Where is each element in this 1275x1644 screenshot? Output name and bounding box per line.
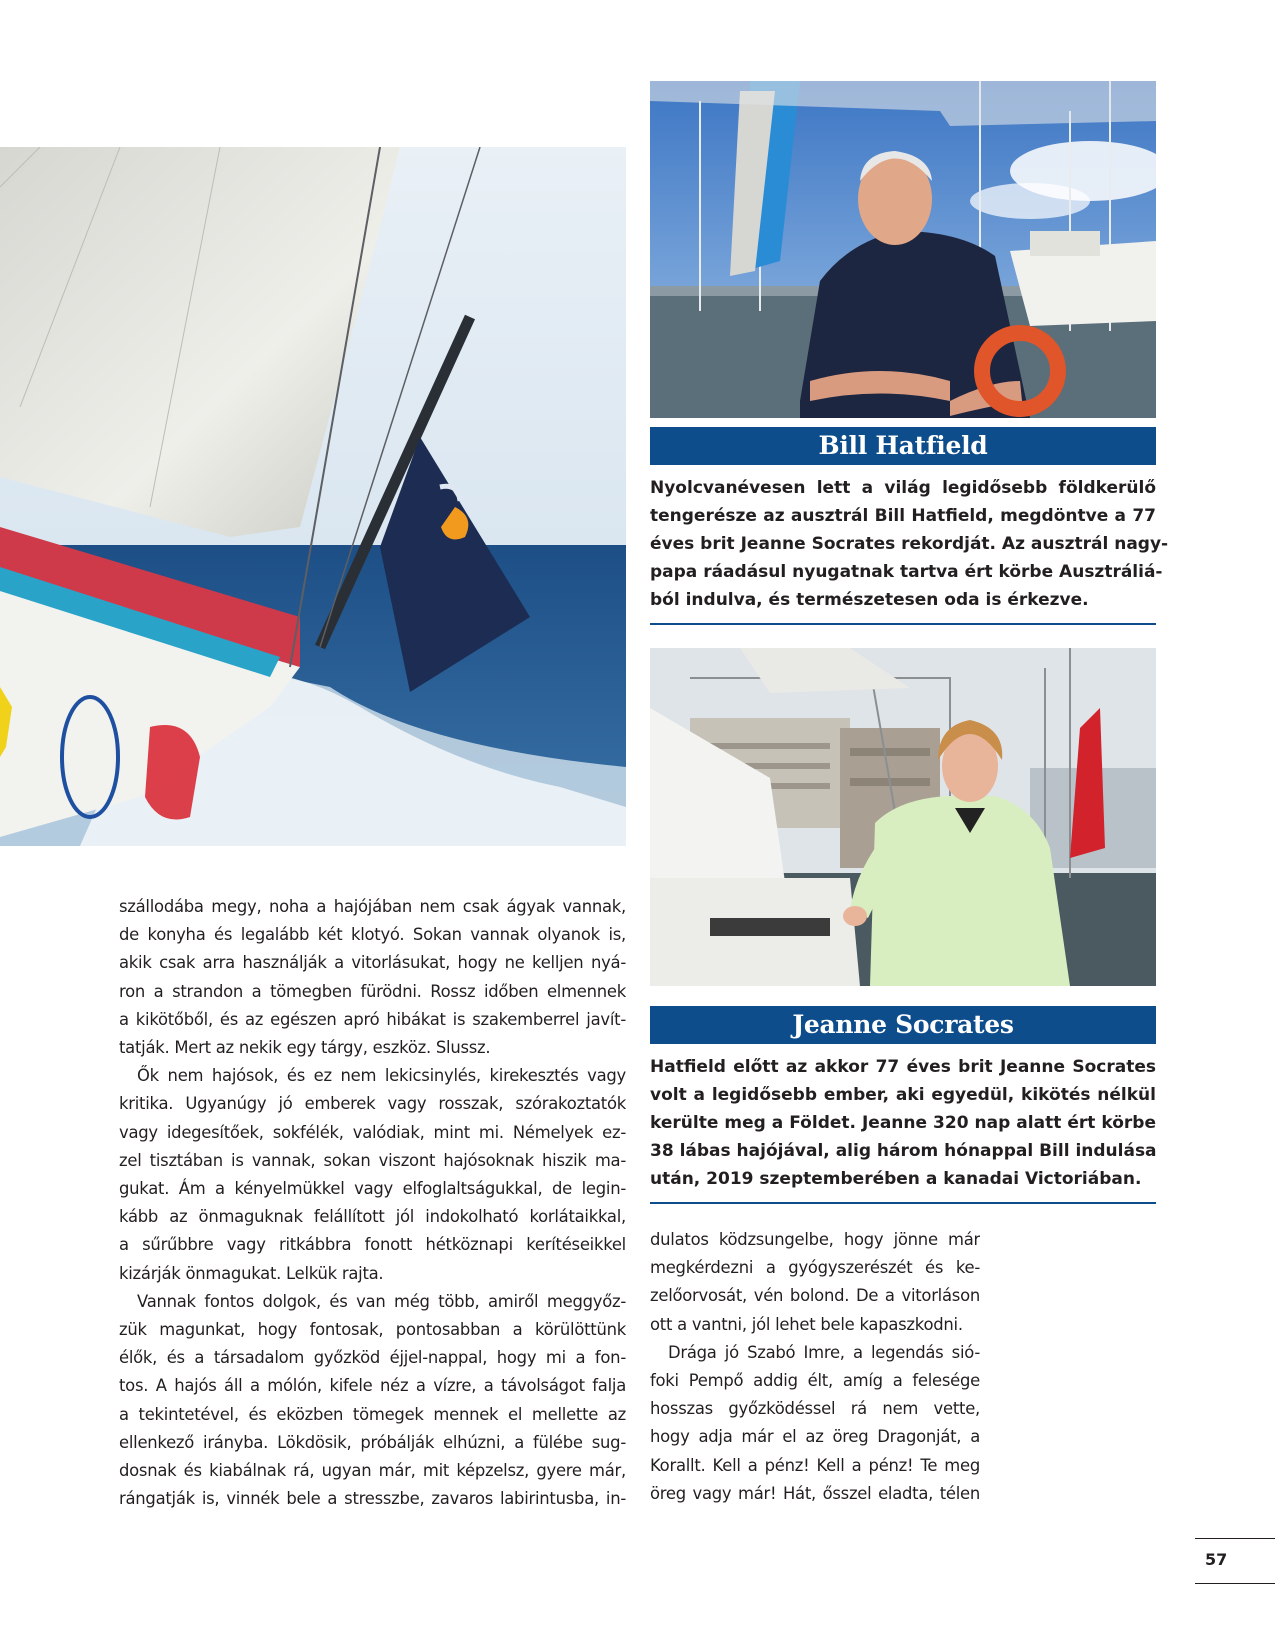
page-number: 57	[1205, 1550, 1228, 1569]
caption-line: Nyolcvanévesen lett a világ legidősebb földkerülő	[650, 478, 1156, 498]
caption-line: Hatfield előtt az akkor 77 éves brit Jeanne Socrates	[650, 1057, 1156, 1077]
caption-line: ból indulva, és természetesen oda is érkezve.	[650, 590, 1089, 610]
body-line: kizárják önmagukat. Lelkük rajta.	[119, 1263, 384, 1283]
caption-line: papa ráadásul nyugatnak tartva ért körbe Ausztráliá-	[650, 562, 1163, 582]
body-line: kább az önmaguknak felállított jól indokolható korlátaikkal,	[119, 1207, 626, 1227]
body-line: ott a vantni, jól lehet bele kapaszkodni.	[650, 1314, 963, 1334]
article-right-column	[650, 1226, 980, 1508]
body-line: foki Pempő addig élt, amíg a felesége	[650, 1371, 980, 1391]
caption-line: 38 lábas hajójával, alig három hónappal Bill indulása	[650, 1141, 1157, 1161]
body-line: dosnak és kiabálnak rá, ugyan már, mit képzelsz, gyere már,	[119, 1461, 626, 1481]
jeanne-socrates-photo	[650, 648, 1156, 986]
body-line: ellenkező irányba. Lökdösik, próbálják elhúzni, a fülébe sug-	[119, 1432, 626, 1452]
body-line: Ők nem hajósok, és ez nem lekicsinylés, kirekesztés vagy	[137, 1066, 626, 1086]
bill-hatfield-name-banner: Bill Hatfield	[650, 427, 1156, 465]
caption-line: tengerésze az ausztrál Bill Hatfield, megdöntve a 77	[650, 506, 1156, 526]
body-line: hosszas győzködéssel rá nem vette,	[650, 1399, 980, 1419]
caption-divider	[650, 623, 1156, 625]
body-line: hogy adja már el az öreg Dragonját, a	[650, 1427, 980, 1447]
body-line: akik csak arra használják a vitorlásukat, hogy ne kelljen nyá-	[119, 953, 626, 973]
body-line: Korallt. Kell a pénz! Kell a pénz! Te meg	[650, 1455, 980, 1475]
caption-line: kerülte meg a Földet. Jeanne 320 nap alatt ért körbe	[650, 1113, 1156, 1133]
body-line: zük magunkat, hogy fontosak, pontosabban a körülöttünk	[119, 1320, 626, 1340]
body-line: tos. A hajós áll a mólón, kifele néz a vízre, a távolságot falja	[119, 1376, 626, 1396]
body-line: öreg vagy már! Hát, ősszel eladta, télen	[650, 1483, 980, 1503]
body-line: gukat. Ám a kényelmükkel vagy elfoglaltságukkal, de legin-	[119, 1179, 626, 1199]
body-line: zelőorvosát, vén bolond. De a vitorláson	[650, 1286, 980, 1306]
sailboat-photo	[0, 147, 626, 846]
article-left-column	[119, 893, 626, 1513]
body-line: Drága jó Szabó Imre, a legendás sió-	[668, 1342, 980, 1362]
body-line: a sűrűbbre vagy ritkábbra fonott hétköznapi kerítéseikkel	[119, 1235, 626, 1255]
caption-divider	[650, 1202, 1156, 1204]
body-line: szállodába megy, noha a hajójában nem csak ágyak vannak,	[119, 897, 626, 916]
page-number-box	[1195, 1538, 1275, 1584]
body-line: ron a strandon a tömegben fürödni. Rossz időben elmennek	[119, 981, 626, 1001]
body-line: tatják. Mert az nekik egy tárgy, eszköz. Slussz.	[119, 1038, 491, 1058]
caption-line: éves brit Jeanne Socrates rekordját. Az ausztrál nagy-	[650, 534, 1169, 554]
jeanne-socrates-caption	[650, 1053, 1156, 1193]
body-line: rángatják is, vinnék bele a stresszbe, zavaros labirintusba, in-	[119, 1489, 626, 1509]
body-line: Vannak fontos dolgok, és van még több, amiről meggyőz-	[137, 1291, 626, 1311]
bill-hatfield-caption	[650, 474, 1169, 614]
body-line: vagy idegesítőek, sokfélék, valódiak, mint mi. Némelyek ez-	[119, 1122, 626, 1142]
body-line: a kikötőből, és az egészen apró hibákat is szakemberrel javít-	[119, 1009, 626, 1029]
body-line: dulatos ködzsungelbe, hogy jönne már	[650, 1230, 980, 1249]
body-line: zel tisztában is vannak, sokan viszont hajósoknak hiszik ma-	[119, 1150, 626, 1170]
caption-line: után, 2019 szeptemberében a kanadai Victoriában.	[650, 1169, 1142, 1189]
body-line: élők, és a társadalom győzköd éjjel-nappal, hogy mi a fon-	[119, 1348, 626, 1368]
body-line: megkérdezni a gyógyszerészét és ke-	[650, 1258, 980, 1278]
body-line: de konyha és legalább két klotyó. Sokan vannak olyanok is,	[119, 925, 626, 945]
body-line: kritika. Ugyanúgy jó emberek vagy rosszak, szórakoztatók	[119, 1094, 626, 1114]
caption-line: volt a legidősebb ember, aki egyedül, kikötés nélkül	[650, 1085, 1156, 1105]
body-line: a tekintetével, és eközben tömegek mennek el mellette az	[119, 1404, 626, 1424]
bill-hatfield-photo	[650, 81, 1156, 418]
jeanne-socrates-name-banner: Jeanne Socrates	[650, 1006, 1156, 1044]
